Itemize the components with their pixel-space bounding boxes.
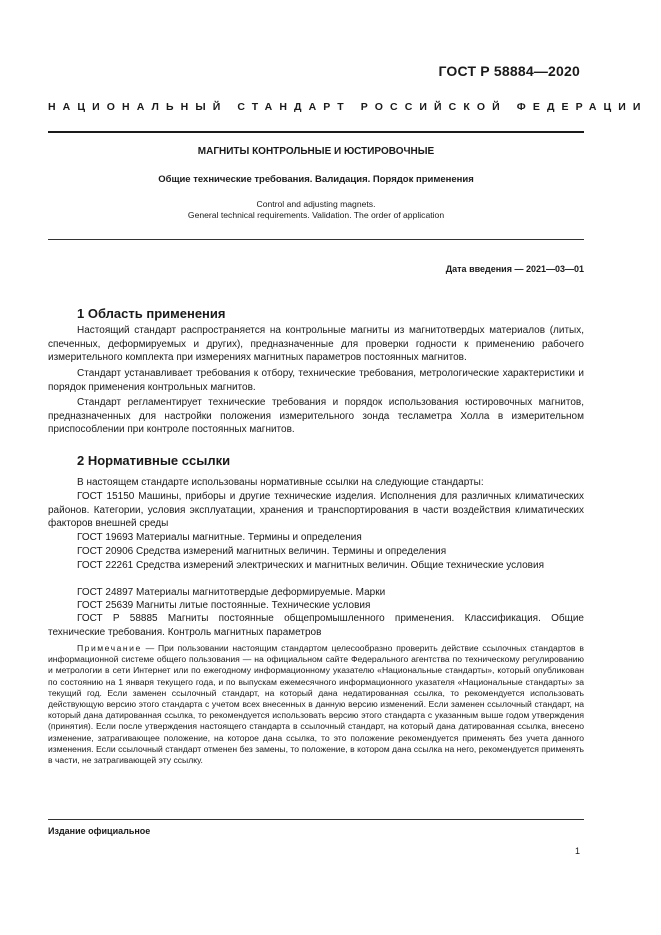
note-label: Примечание <box>77 643 142 653</box>
reference-item: ГОСТ 22261 Средства измерений электрических и магнитных величин. Общие технические условия <box>77 560 544 571</box>
national-standard-banner: НАЦИОНАЛЬНЫЙ СТАНДАРТ РОССИЙСКОЙ ФЕДЕРАЦИИ <box>48 101 648 113</box>
reference-item: ГОСТ 24897 Материалы магнитотвердые деформируемые. Марки <box>77 587 386 598</box>
reference-item: ГОСТ 20906 Средства измерений магнитных величин. Термины и определения <box>77 546 447 557</box>
section-1-heading: 1 Область применения <box>77 306 226 321</box>
section-2-heading: 2 Нормативные ссылки <box>77 453 231 468</box>
footer-divider <box>48 819 584 820</box>
document-number: ГОСТ Р 58884—2020 <box>438 63 580 79</box>
note-text: — При пользовании настоящим стандартом целесообразно проверить действие ссылочных стандартов в информационной системе общего пользования — на официальном сайте Федерального агентства по техническому регулированию и метрологии в сети Интернет или по ежегодному информационному указателю «Национальные стандарты», который опубликован по состоянию на 1 января текущего года, и по выпускам ежемесячного информационного указателя «Национальные стандарты» за текущий год. Если заменен ссылочный стандарт, на который дана недатированная ссылка, то рекомендуется использовать действующую версию этого стандарта с учетом всех внесенных в данную версию изменений. Если заменен ссылочный стандарт, на который дана датированная ссылка, то рекомендуется использовать версию этого стандарта с указанным выше годом утверждения (принятия). Если после утверждения настоящего стандарта в ссылочный стандарт, на который дана датированная ссылка, внесено изменение, затрагивающее положение, на которое дана ссылка, то это положение рекомендуется применять без учета данного изменения. Если ссылочный стандарт отменен без замены, то положение, в котором дана ссылка на него, рекомендуется применять в части, не затрагивающей эту ссылку. <box>48 643 585 766</box>
reference-item: ГОСТ 19693 Материалы магнитные. Термины и определения <box>77 532 362 543</box>
reference-item: ГОСТ 15150 Машины, приборы и другие технические изделия. Исполнения для различных климатических районов. Категории, условия эксплуатации, хранения и транспортирования в части воздействия климатических факторов внешней среды <box>48 491 584 530</box>
document-title: МАГНИТЫ КОНТРОЛЬНЫЕ И ЮСТИРОВОЧНЫЕ <box>197 146 435 157</box>
introduction-date: Дата введения — 2021—03—01 <box>445 264 584 274</box>
top-divider <box>48 131 584 133</box>
document-subtitle: Общие технические требования. Валидация. Порядок применения <box>158 174 474 185</box>
section-1-paragraph: Стандарт регламентирует технические требования и порядок использования юстировочных магнитов, предназначенных для настройки положения измерительного зонда тесламетра Холла в измерительном приспособлении при контроле постоянных магнитов. <box>48 397 584 436</box>
note-paragraph <box>48 643 584 766</box>
section-2-intro: В настоящем стандарте использованы нормативные ссылки на следующие стандарты: <box>77 477 484 488</box>
section-1-paragraph: Стандарт устанавливает требования к отбору, технические требования, метрологические характеристики и порядок применения контрольных магнитов. <box>48 368 584 393</box>
english-title-line-2: General technical requirements. Validation. The order of application <box>187 210 445 220</box>
official-edition-label: Издание официальное <box>48 826 151 836</box>
english-title-line-1: Control and adjusting magnets. <box>256 199 376 209</box>
reference-item: ГОСТ Р 58885 Магниты постоянные общепромышленного применения. Классификация. Общие технические требования. Контроль магнитных параметров <box>48 613 584 638</box>
page-number: 1 <box>574 846 580 856</box>
reference-item: ГОСТ 25639 Магниты литые постоянные. Технические условия <box>77 600 371 611</box>
title-divider <box>48 239 584 240</box>
section-1-paragraph: Настоящий стандарт распространяется на контрольные магниты из магнитотвердых материалов (литых, спеченных, деформируемых и других), предназначенные для проверки годности к применению рабочего измерительного комплекта при измерениях магнитных параметров постоянных магнитов. <box>48 325 584 364</box>
